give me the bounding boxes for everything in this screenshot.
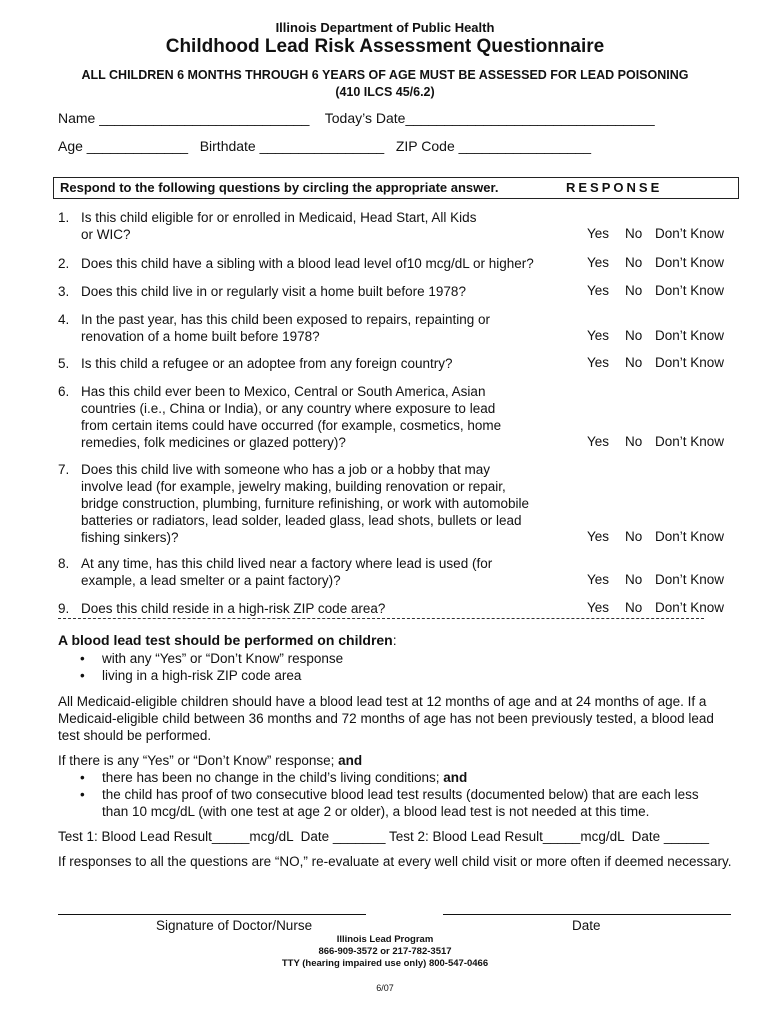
question-header-box	[53, 177, 739, 199]
condition-intro: If there is any “Yes” or “Don’t Know” response; and	[58, 753, 363, 768]
yes-option[interactable]: Yes	[587, 434, 610, 449]
no-option[interactable]: No	[625, 283, 643, 298]
age-birthdate-zip-fields[interactable]: Age _____________ Birthdate ________________ ZIP Code _________________	[58, 138, 591, 154]
question-number: 8.	[58, 556, 70, 571]
no-option[interactable]: No	[625, 355, 643, 370]
question-text-line: Does this child live with someone who has a job or a hobby that may	[81, 462, 490, 477]
no-option[interactable]: No	[625, 529, 643, 544]
no-option[interactable]: No	[625, 226, 643, 241]
no-option[interactable]: No	[625, 572, 643, 587]
question-text-line: bridge construction, plumbing, furniture refinishing, or work with automobile	[81, 496, 529, 511]
question-text-line: fishing sinkers)?	[81, 530, 179, 545]
question-number: 4.	[58, 312, 70, 327]
question-text	[81, 209, 621, 243]
response-options-2	[587, 255, 724, 270]
question-text-line: batteries or radiators, lead solder, leaded glass, lead shots, bullets or lead	[81, 513, 522, 528]
question-text	[81, 461, 621, 546]
instruction-text: Respond to the following questions by circling the appropriate answer.	[60, 180, 499, 195]
question-text-line: remedies, folk medicines or glazed pottery)?	[81, 435, 346, 450]
dont-know-option[interactable]: Don’t Know	[655, 283, 725, 298]
statute-citation: (410 ILCS 45/6.2)	[335, 85, 435, 99]
dont-know-option[interactable]: Don’t Know	[655, 600, 725, 615]
question-number: 2.	[58, 256, 70, 271]
yes-option[interactable]: Yes	[587, 529, 610, 544]
no-option[interactable]: No	[625, 600, 643, 615]
question-text-line: At any time, has this child lived near a factory where lead is used (for	[81, 556, 493, 571]
date-label: Date	[572, 918, 601, 933]
signature-line[interactable]	[58, 914, 366, 915]
question-number: 1.	[58, 210, 70, 225]
question-text	[81, 600, 621, 617]
program-phones: 866-909-3572 or 217-782-3517	[318, 946, 452, 957]
form-revision-code: 6/07	[376, 983, 394, 993]
question-text	[81, 255, 621, 272]
question-text-line: Does this child live in or regularly visit a home built before 1978?	[81, 284, 466, 299]
question-number: 7.	[58, 462, 70, 477]
no-option[interactable]: No	[625, 255, 643, 270]
dont-know-option[interactable]: Don’t Know	[655, 434, 725, 449]
question-text	[81, 355, 621, 372]
question-number: 6.	[58, 384, 70, 399]
response-options-9	[587, 600, 724, 615]
response-options-5	[587, 355, 724, 370]
signature-label: Signature of Doctor/Nurse	[156, 918, 313, 933]
no-option[interactable]: No	[625, 434, 643, 449]
dont-know-option[interactable]: Don’t Know	[655, 572, 725, 587]
question-text-line: Does this child have a sibling with a blood lead level of10 mcg/dL or higher?	[81, 256, 534, 271]
yes-option[interactable]: Yes	[587, 355, 610, 370]
question-text	[81, 283, 621, 300]
question-text-line: example, a lead smelter or a paint factory)?	[81, 573, 341, 588]
question-number: 3.	[58, 284, 70, 299]
response-options-8	[587, 572, 724, 587]
response-options-6	[587, 434, 724, 449]
question-text-line: countries (i.e., China or India), or any country where exposure to lead	[81, 401, 496, 416]
name-date-fields[interactable]: Name ___________________________ Today’s Date________________________________	[58, 110, 655, 126]
question-text	[81, 383, 621, 451]
dont-know-option[interactable]: Don’t Know	[655, 355, 725, 370]
question-text-line: Has this child ever been to Mexico, Central or South America, Asian	[81, 384, 486, 399]
question-text	[81, 311, 621, 345]
question-number: 9.	[58, 601, 70, 616]
tty-number: TTY (hearing impaired use only) 800-547-0466	[281, 958, 489, 969]
dont-know-option[interactable]: Don’t Know	[655, 328, 725, 343]
response-options-1	[587, 226, 724, 241]
question-text-line: from certain items could have occurred (for example, cosmetics, home	[81, 418, 502, 433]
question-text-line: renovation of a home built before 1978?	[81, 329, 320, 344]
agency-name: Illinois Department of Public Health	[275, 20, 495, 35]
question-text-line: or WIC?	[81, 227, 131, 242]
form-title: Childhood Lead Risk Assessment Questionnaire	[165, 36, 605, 57]
question-number: 5.	[58, 356, 70, 371]
recommendation-heading: A blood lead test should be performed on children:	[58, 632, 397, 648]
reevaluate-note: If responses to all the questions are “NO,” re-evaluate at every well child visit or more often if deemed necessary.	[58, 854, 732, 869]
yes-option[interactable]: Yes	[587, 572, 610, 587]
no-option[interactable]: No	[625, 328, 643, 343]
yes-option[interactable]: Yes	[587, 600, 610, 615]
question-text	[81, 555, 621, 589]
response-options-7	[587, 529, 724, 544]
dont-know-option[interactable]: Don’t Know	[655, 226, 725, 241]
yes-option[interactable]: Yes	[587, 283, 610, 298]
yes-option[interactable]: Yes	[587, 226, 610, 241]
yes-option[interactable]: Yes	[587, 328, 610, 343]
dont-know-option[interactable]: Don’t Know	[655, 529, 725, 544]
question-text-line: Does this child reside in a high-risk ZIP code area?	[81, 601, 386, 616]
mandate-statement: ALL CHILDREN 6 MONTHS THROUGH 6 YEARS OF AGE MUST BE ASSESSED FOR LEAD POISONING	[81, 68, 689, 82]
response-options-4	[587, 328, 724, 343]
question-text-line: Is this child a refugee or an adoptee from any foreign country?	[81, 356, 453, 371]
response-options-3	[587, 283, 724, 298]
blood-lead-results-fields[interactable]: Test 1: Blood Lead Result_____mcg/dL Date _______ Test 2: Blood Lead Result_____mcg/dL Date ______	[58, 829, 709, 844]
question-text-line: In the past year, has this child been exposed to repairs, repainting or	[81, 312, 491, 327]
dont-know-option[interactable]: Don’t Know	[655, 255, 725, 270]
program-name: Illinois Lead Program	[336, 934, 434, 945]
dashed-divider	[58, 618, 704, 619]
date-line[interactable]	[443, 914, 731, 915]
question-text-line: involve lead (for example, jewelry making, building renovation or repair,	[81, 479, 506, 494]
medicaid-paragraph: All Medicaid-eligible children should have a blood lead test at 12 months of age and at 24 months of age. If a Medicaid-eligible child between 36 months and 72 months of age has not been previously tested, a blood lead test should be performed.	[58, 694, 714, 743]
question-text-line: Is this child eligible for or enrolled in Medicaid, Head Start, All Kids	[81, 210, 477, 225]
yes-option[interactable]: Yes	[587, 255, 610, 270]
response-column-label: RESPONSE	[566, 180, 663, 195]
